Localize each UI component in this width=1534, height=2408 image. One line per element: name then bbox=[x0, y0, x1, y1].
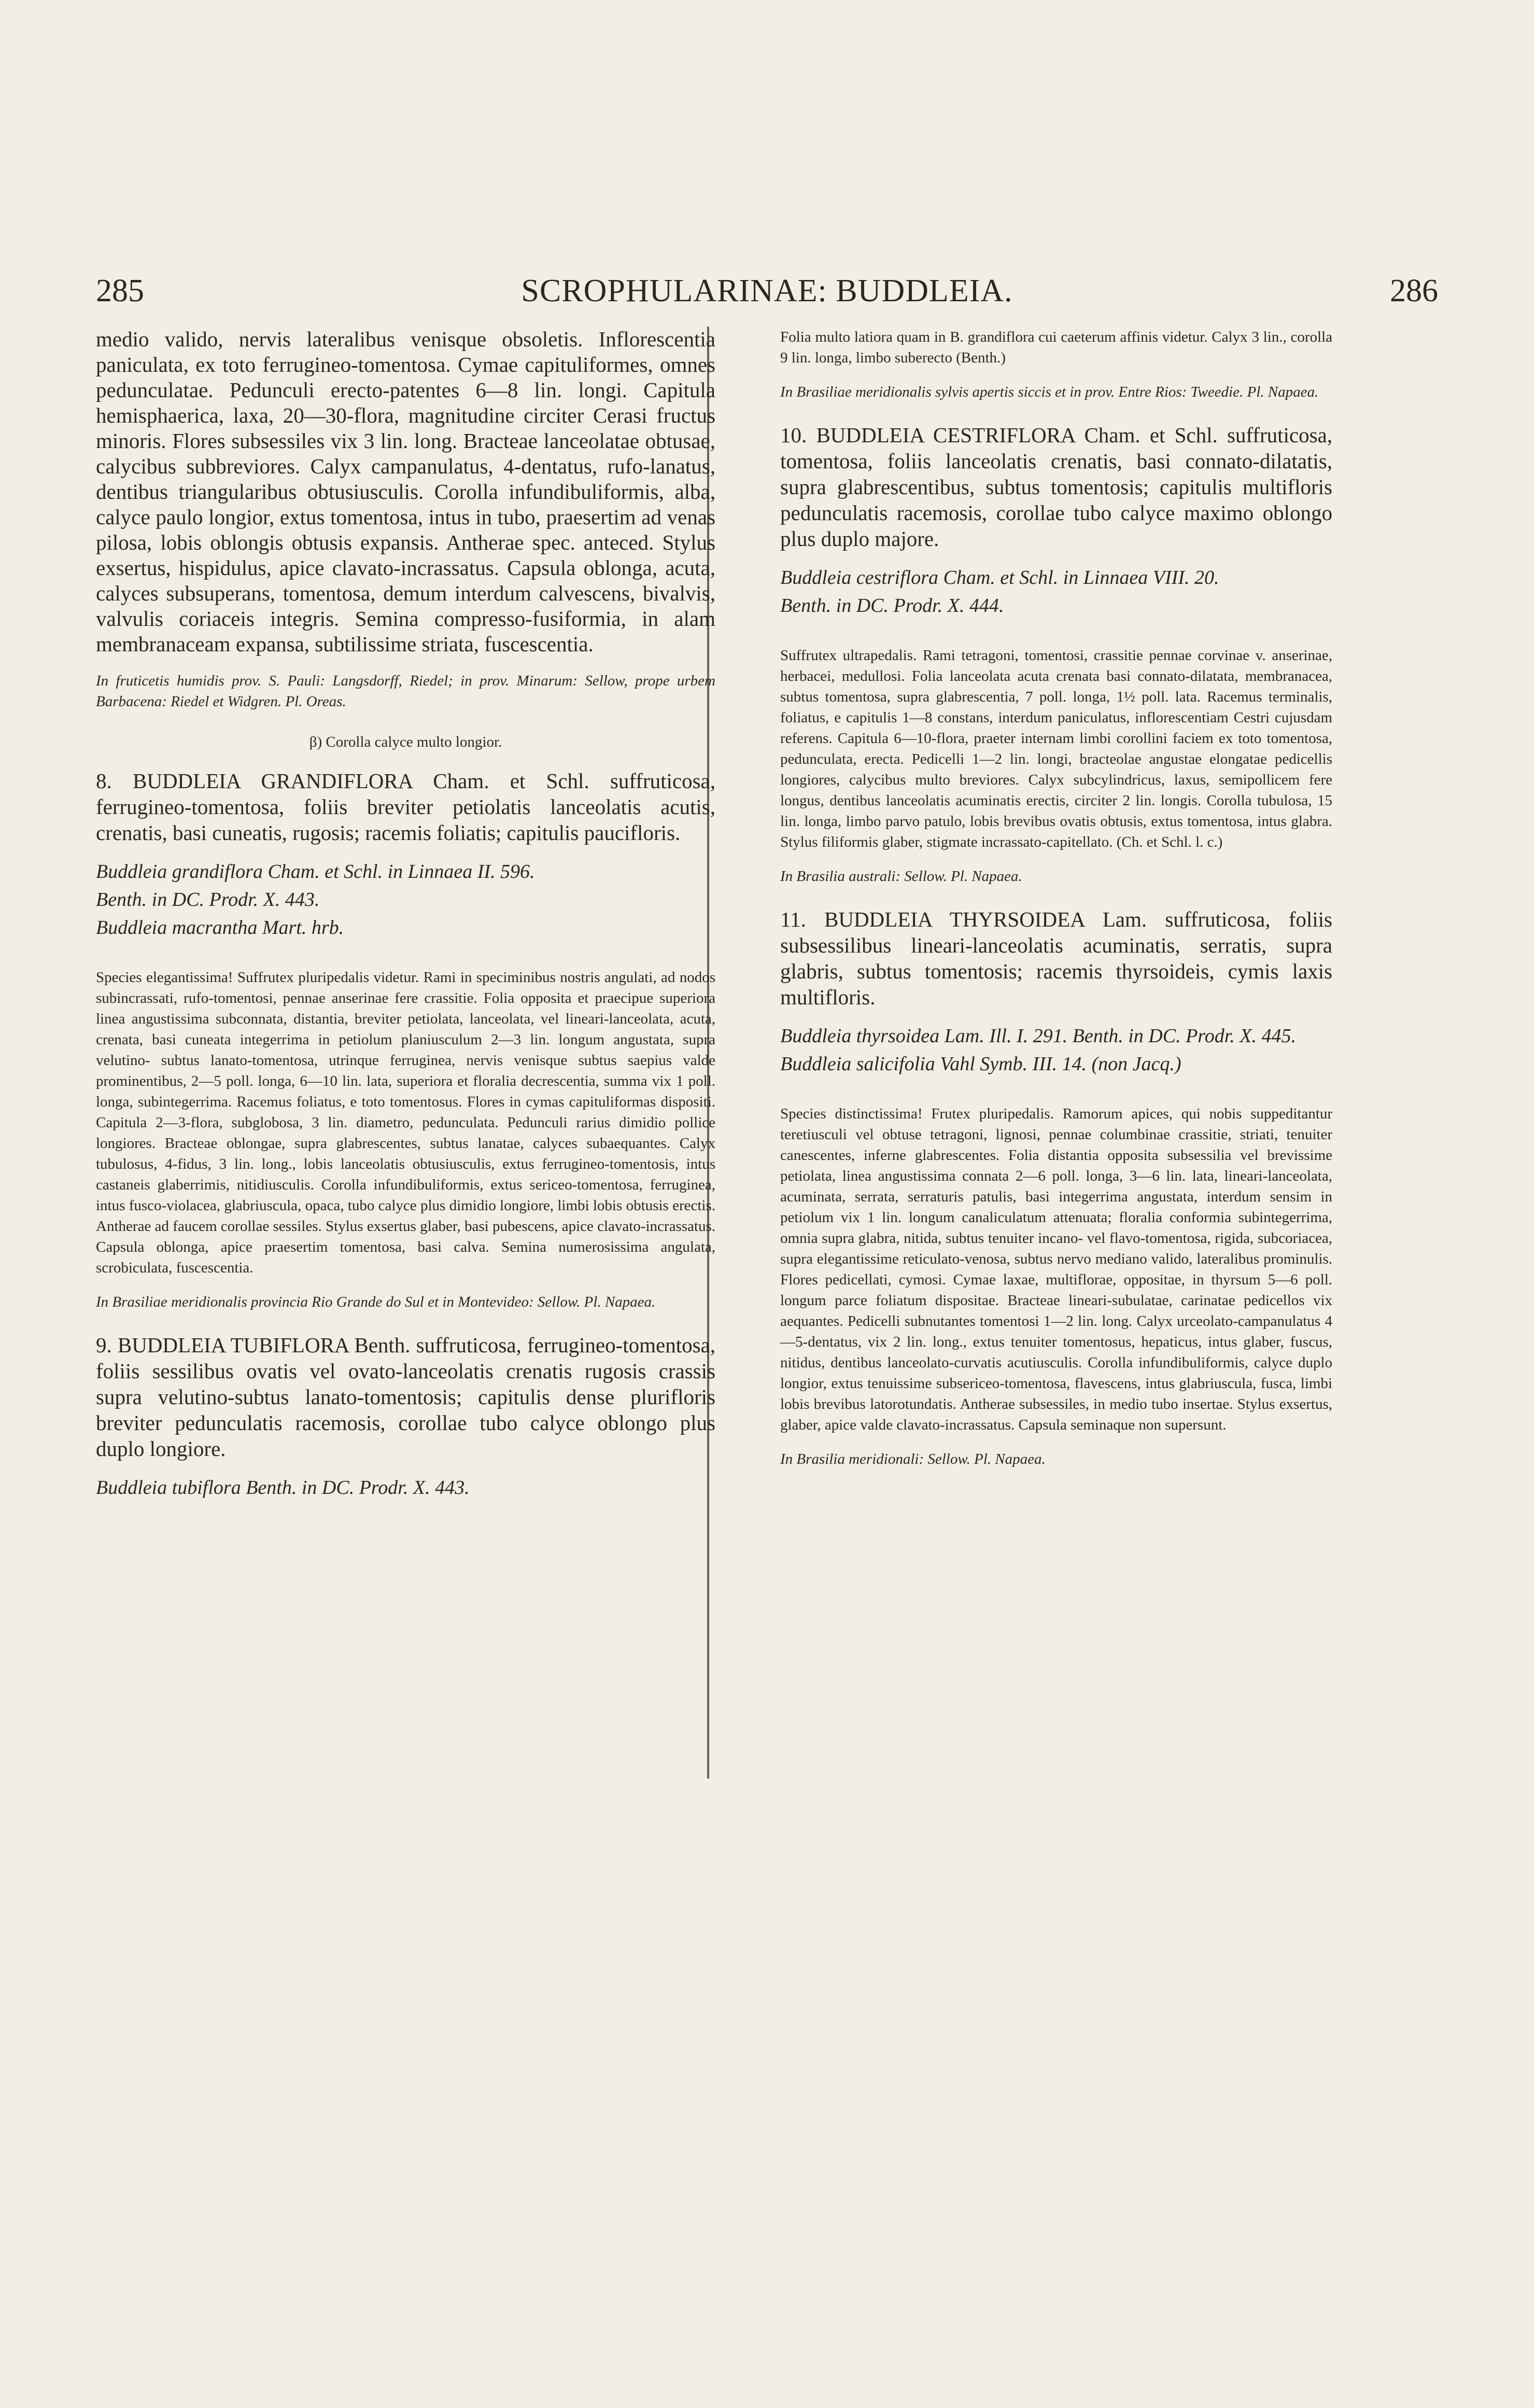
left-column bbox=[96, 327, 715, 1503]
synonym: Benth. in DC. Prodr. X. 444. bbox=[780, 595, 1004, 617]
variety-beta: β) Corolla calyce multo longior. bbox=[309, 734, 502, 750]
continued-description: medio valido, nervis lateralibus venisque obsoletis. Inflorescentia paniculata, ex toto ferrugineo-tomentosa. Cymae capituliformes, omnes pedunculatae. Pedunculi erecto-patentes 6—8 lin. longi. Capitula hemisphaerica, laxa, 20—30-flora, magnitudine circiter Cerasi fructus minoris. Flores subsessiles vix 3 lin. long. Bracteae lanceolatae obtusae, calycibus subbreviores. Calyx campanulatus, 4-dentatus, rufo-lanatus, dentibus triangularibus obtusiusculis. Corolla infundibuliformis, alba, calyce paulo longior, extus tomentosa, intus in tubo, praesertim ad venas pilosa, lobis oblongis obtusis expansis. Antherae spec. anteced. Stylus exsertus, hispidulus, apice clavato-incrassatus. Capsula oblonga, acuta, calyces subsuperans, tomentosa, demum interdum calvescens, bivalvis, valvulis coriaceis integris. Semina compresso-fusiformia, in alam membranaceam expansa, subtilissime striata, fuscescentia. bbox=[96, 327, 715, 656]
species-10-locality: In Brasilia australi: Sellow. Pl. Napaea. bbox=[780, 868, 1022, 885]
synonym: Buddleia thyrsoidea Lam. Ill. I. 291. Benth. in DC. Prodr. X. 445. bbox=[780, 1025, 1296, 1047]
species-10-synonyms bbox=[780, 565, 1332, 618]
species-9-locality: In Brasiliae meridionalis sylvis apertis siccis et in prov. Entre Rios: Tweedie. Pl. Napaea. bbox=[780, 384, 1319, 400]
synonym: Buddleia grandiflora Cham. et Schl. in Linnaea II. 596. bbox=[96, 861, 535, 883]
species-11-heading: 11. BUDDLEIA THYRSOIDEA Lam. suffruticosa, foliis subsessilibus lineari-lanceolatis acuminatis, serratis, supra glabris, subtus tomentosis; racemis thyrsoideis, cymis laxis multifloris. bbox=[780, 907, 1332, 1009]
species-11-description: Species distinctissima! Frutex pluripedalis. Ramorum apices, qui nobis suppeditantur teretiusculi vel obtuse tetragoni, lignosi, pennae columbinae crassitie, striati, tenuiter canescentes, inferne glabrescentes. Folia distantia opposita subsessilia vel brevissime petiolata, linea angustissima connata 2—6 poll. longa, 3—6 lin. lata, lineari-lanceolata, acuminata, serrata, serraturis patulis, basi integerrima angustata, interdum sensim in petiolum vix 1 lin. longum canaliculatum attenuata; floralia conformia subintegerrima, omnia supra glabra, nitida, subtus tenuiter incano- vel flavo-tomentosa, rigida, subcoriacea, supra elegantissime reticulato-venosa, subtus nervo mediano valido, lateralibus prominulis. Flores pedicellati, cymosi. Cymae laxae, multiflorae, oppositae, in thyrsum 5—6 poll. longum parce foliatum dispositae. Bracteae lineari-subulatae, carinatae pedicellos vix aequantes. Pedicelli subnutantes tomentosi 1—2 lin. long. Calyx urceolato-campanulatus 4—5-dentatus, vix 2 lin. long., extus tenuiter tomentosus, hepaticus, intus glaber, fuscus, nitidus, dentibus lanceolato-curvatis acutiusculis. Corolla infundibuliformis, calyce duplo longior, extus tenuissime subsericeo-tomentosa, flavescens, intus glabriuscula, fusca, limbi lobis brevibus latorotundatis. Antherae subsessiles, in medio tubo insertae. Stylus exsertus, glaber, apice valde clavato-incrassatus. Capsula seminaque non supersunt. bbox=[780, 1105, 1332, 1433]
species-8-heading: 8. BUDDLEIA GRANDIFLORA Cham. et Schl. suffruticosa, ferrugineo-tomentosa, foliis breviter petiolatis lanceolatis acutis, crenatis, basi cuneatis, rugosis; racemis foliatis; capitulis paucifloris. bbox=[96, 769, 715, 845]
species-8-synonyms bbox=[96, 859, 715, 940]
right-column bbox=[780, 327, 1332, 1489]
species-11-locality: In Brasilia meridionali: Sellow. Pl. Napaea. bbox=[780, 1451, 1046, 1467]
species-10-heading: 10. BUDDLEIA CESTRIFLORA Cham. et Schl. suffruticosa, tomentosa, foliis lanceolatis crenatis, basi connato-dilatatis, supra glabrescentibus, subtus tomentosis; capitulis multifloris pedunculatis racemosis, corollae tubo calyce maximo oblongo plus duplo majore. bbox=[780, 423, 1332, 551]
synonym: Buddleia cestriflora Cham. et Schl. in Linnaea VIII. 20. bbox=[780, 567, 1219, 589]
species-10-description: Suffrutex ultrapedalis. Rami tetragoni, tomentosi, crassitie pennae corvinae v. anserinae, herbacei, medullosi. Folia lanceolata acuta crenata basi connato-dilatata, membranacea, subtus tomentosa, supra glabrescentia, 7 poll. longa, 1½ poll. lata. Racemus terminalis, foliatus, e capitulis 1—8 constans, interdum paniculatus, inflorescentiam Cestri cujusdam referens. Capitula 6—10-flora, praeter internam limbi corollini faciem ex toto tomentosa, pedunculata, erecta. Pedicelli 1—2 lin. longi, bracteolae angustae elongatae pedicellis longiores, calycibus multo breviores. Calyx subcylindricus, laxus, semipollicem fere longus, dentibus lanceolatis acuminatis erectis, circiter 2 lin. longis. Corolla tubulosa, 15 lin. longa, limbo parvo patulo, lobis brevibus ovatis obtusis, extus tomentosa, intus glabra. Stylus filiformis glaber, stigmate incrassato-capitellato. (Ch. et Schl. l. c.) bbox=[780, 647, 1332, 850]
synonym: Buddleia macrantha Mart. hrb. bbox=[96, 917, 344, 939]
species-9-synonym: Buddleia tubiflora Benth. in DC. Prodr. X. 443. bbox=[96, 1477, 470, 1499]
species-11-synonyms bbox=[780, 1024, 1332, 1076]
species-8-description: Species elegantissima! Suffrutex pluripedalis videtur. Rami in speciminibus nostris angulati, ad nodos subincrassati, rufo-tomentosi, pennae anserinae fere crassitie. Folia opposita et praecipue superiora linea angustissima subconnata, distantia, breviter petiolata, lanceolata, vel lineari-lanceolata, acuta, crenata, basi cuneata integerrima in petiolum planiusculum 2—3 lin. longum angustata, supra velutino- subtus lanato-tomentosa, utrinque ferruginea, nervis venisque subtus saepius valde prominentibus, 2—5 poll. longa, 6—10 lin. lata, superiora et floralia decrescentia, summa vix 1 poll. longa, subintegerrima. Racemus foliatus, e toto tomentosus. Flores in cymas capituliformas dispositi. Capitula 2—3-flora, subglobosa, 3 lin. diametro, pedunculata. Pedunculi rarius dimidio pollice longiores. Bracteae oblongae, supra glabrescentes, subtus lanatae, calyces subaequantes. Calyx tubulosus, 4-fidus, 3 lin. long., lobis lanceolatis obtusiusculis, extus ferrugineo-tomentosis, intus castaneis glaberrimis, nitidiusculis. Corolla infundibuliformis, extus sericeo-tomentosa, ferruginea, intus fusco-violacea, glabriuscula, opaca, tubo calyce plus dimidio longiore, limbi lobis obtusis erectis. Antherae ad faucem corollae sessiles. Stylus exsertus glaber, basi pubescens, apice clavato-incrassatus. Capsula oblonga, apice praesertim tomentosa, basi calva. Semina numerosissima angulata, scrobiculata, fuscescentia. bbox=[96, 969, 715, 1276]
synonym: Buddleia salicifolia Vahl Symb. III. 14. (non Jacq.) bbox=[780, 1053, 1181, 1075]
synonym: Benth. in DC. Prodr. X. 443. bbox=[96, 889, 320, 911]
species-9-description: Folia multo latiora quam in B. grandiflora cui caeterum affinis videtur. Calyx 3 lin., corolla 9 lin. longa, limbo suberecto (Benth.) bbox=[780, 329, 1332, 366]
page-number-left: 285 bbox=[96, 273, 144, 309]
locality-note: In fruticetis humidis prov. S. Pauli: Langsdorff, Riedel; in prov. Minarum: Sellow, prope urbem Barbacena: Riedel et Widgren. Pl. Oreas. bbox=[96, 673, 715, 710]
page-number-right: 286 bbox=[1390, 273, 1438, 309]
species-8-locality: In Brasiliae meridionalis provincia Rio Grande do Sul et in Montevideo: Sellow. Pl. Napaea. bbox=[96, 1294, 656, 1310]
species-9-heading: 9. BUDDLEIA TUBIFLORA Benth. suffruticosa, ferrugineo-tomentosa, foliis sessilibus ovatis vel ovato-lanceolatis crenatis rugosis crassis supra velutino-subtus lanato-tomentosis; capitulis dense plurifloris breviter pedunculatis racemosis, corollae tubo calyce oblongo plus duplo longiore. bbox=[96, 1333, 715, 1461]
running-title: SCROPHULARINAE: BUDDLEIA. bbox=[521, 273, 1013, 309]
